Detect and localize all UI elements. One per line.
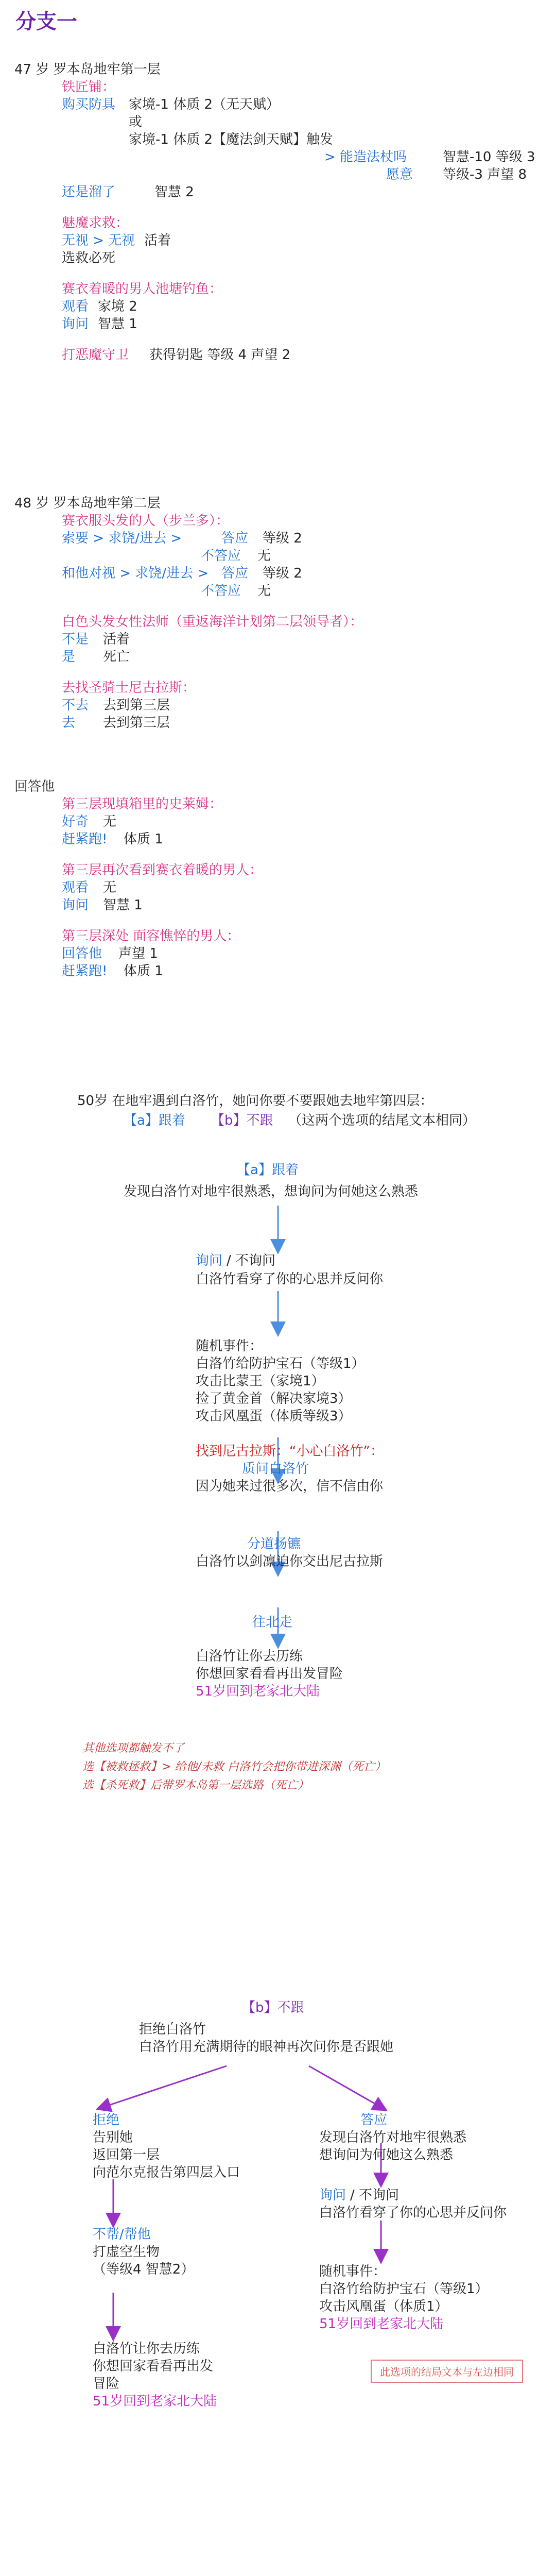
text: 告别她 (93, 2130, 133, 2145)
choice[interactable]: 好奇 (62, 814, 89, 829)
same-ending-stamp: 此选项的结局文本与左边相同 (371, 2360, 523, 2383)
event-heading: 去找圣骑士尼古拉斯： (62, 680, 196, 696)
event-heading: 第三层深处 面容憔悴的男人： (62, 928, 240, 944)
text: 捡了黄金首（解决家境3） (196, 1391, 352, 1406)
text: 打虚空生物 (93, 2244, 160, 2260)
text: 想询问为何她这么熟悉 (319, 2147, 454, 2163)
choice[interactable]: 赶紧跑! (62, 963, 108, 979)
text: 拒绝白洛竹 (139, 2022, 206, 2037)
result: 体质 1 (124, 963, 163, 979)
text: 白洛竹给防护宝石（等级1） (319, 2281, 489, 2297)
result: 死亡 (103, 649, 130, 665)
choice[interactable]: 购买防具 (62, 97, 116, 112)
event-heading: 打恶魔守卫 (62, 347, 129, 363)
text: （等级4 智慧2） (93, 2262, 195, 2277)
choice[interactable]: 观看 (62, 299, 89, 314)
text: 冒险 (93, 2376, 120, 2392)
choice[interactable]: 索要 > 求饶/进去 > (62, 531, 182, 546)
result: 智慧-10 等级 3 (443, 149, 535, 165)
age-48-heading: 48 岁 罗本岛地牢第二层 (14, 496, 161, 511)
result: 家境-1 体质 2（无天赋） (129, 97, 280, 112)
text: 发现白洛竹对地牢很熟悉，想询问为何她这么熟悉 (124, 1184, 419, 1199)
event-heading: 赛衣服头发的人（步兰多）： (62, 513, 230, 529)
event-heading: 赛衣着暖的男人池塘钓鱼： (62, 281, 223, 297)
age-47-heading: 47 岁 罗本岛地牢第一层 (14, 62, 161, 77)
event-heading: 铁匠铺： (62, 79, 116, 95)
text: 选救必死 (62, 250, 116, 266)
handwritten-note: 选【杀死救】后带罗本岛第一层选路（死亡） (82, 1779, 309, 1792)
text: 攻击风凰蛋（体质1） (319, 2299, 448, 2314)
event-heading: 找到尼古拉斯：“小心白洛竹”： (196, 1444, 384, 1459)
option-note: （这两个选项的结尾文本相同） (288, 1113, 476, 1128)
choice[interactable]: 还是溜了 (62, 184, 116, 200)
event-heading: 第三层再次看到赛衣着暖的男人： (62, 862, 263, 878)
text: 你想回家看看再出发 (93, 2359, 214, 2374)
result: 声望 1 (118, 946, 158, 961)
handwritten-note: 选【被救拯救】> 给他/未救 白洛竹会把你带进深渊（死亡） (82, 1760, 386, 1773)
result: 智慧 1 (98, 316, 137, 332)
result: 等级 2 (263, 531, 302, 546)
event-heading: 白色头发女性法师（重返海洋计划第二层领导者）： (62, 614, 363, 630)
text: 发现白洛竹对地牢很熟悉 (319, 2130, 467, 2145)
choice[interactable]: 愿意 (386, 167, 413, 182)
handwritten-note: 其他选项都触发不了 (82, 1742, 185, 1755)
text: 白洛竹看穿了你的心思并反问你 (196, 1272, 384, 1287)
result: 家境-1 体质 2【魔法剑天赋】触发 (129, 132, 333, 147)
event-heading: 魅魔求救： (62, 215, 129, 231)
result: 智慧 2 (154, 184, 194, 200)
choice-no-ask[interactable]: / 不询问 (227, 1253, 276, 1268)
choice[interactable]: 是 (62, 649, 76, 665)
choice-agree[interactable]: 答应 (360, 2112, 388, 2128)
choice[interactable]: 答应 (221, 566, 249, 581)
choice[interactable]: 分道扬镳 (247, 1536, 301, 1552)
choice[interactable]: 询问 (62, 897, 89, 913)
choice[interactable]: 和他对视 > 求饶/进去 > (62, 566, 209, 581)
option-b[interactable]: 【b】不跟 (211, 1113, 273, 1128)
result: 活着 (103, 632, 130, 647)
text: 白洛竹用充满期待的眼神再次问你是否跟她 (139, 2039, 394, 2055)
text: 返回第一层 (93, 2147, 160, 2163)
choice[interactable]: 观看 (62, 880, 89, 895)
outcome: 51岁回到老家北大陆 (319, 2316, 444, 2332)
choice[interactable]: 不去 (62, 698, 89, 713)
result: 去到第三层 (103, 715, 170, 731)
choice[interactable]: 质问白洛竹 (242, 1461, 309, 1477)
choice[interactable]: 不是 (62, 632, 89, 647)
outcome: 51岁回到老家北大陆 (93, 2394, 217, 2409)
choice-no-ask[interactable]: / 不询问 (350, 2188, 399, 2203)
text: 白洛竹让你去历练 (93, 2341, 200, 2357)
result: 家境 2 (98, 299, 137, 314)
choice[interactable]: 回答他 (62, 946, 102, 961)
result: 去到第三层 (103, 698, 170, 713)
outcome: 51岁回到老家北大陆 (196, 1684, 320, 1699)
text: 向范尔克报告第四层入口 (93, 2165, 240, 2180)
text: 你想回家看看再出发冒险 (196, 1666, 343, 1682)
branch-b-title: 【b】不跟 (242, 2000, 304, 2015)
event-heading: 第三层现填箱里的史莱姆： (62, 796, 223, 812)
choice[interactable]: 不答应 (201, 583, 241, 599)
choice[interactable]: 不帮/帮他 (93, 2227, 151, 2242)
text: 攻击比蒙王（家境1） (196, 1374, 325, 1389)
text: 白洛竹给防护宝石（等级1） (196, 1356, 365, 1371)
text: 白洛竹看穿了你的心思并反问你 (319, 2205, 507, 2221)
choice-ask[interactable]: 询问 (319, 2188, 346, 2203)
page-title: 分支一 (15, 10, 77, 33)
result: 无 (103, 814, 117, 829)
branch-a-title: 【a】跟着 (237, 1162, 299, 1178)
text: 白洛竹让你去历练 (196, 1649, 303, 1664)
age-50-heading: 50岁 在地牢遇到白洛竹，她问你要不要跟她去地牢第四层： (77, 1093, 433, 1109)
random-event-label: 随机事件： (319, 2264, 387, 2279)
result: 无 (257, 548, 271, 564)
choice[interactable]: 去 (62, 715, 76, 731)
choice[interactable]: 往北走 (252, 1615, 293, 1630)
random-event-label: 随机事件： (196, 1338, 263, 1354)
result: 智慧 1 (103, 897, 143, 913)
choice-ask[interactable]: 询问 (196, 1253, 223, 1268)
text: 或 (129, 114, 143, 130)
result: 无 (103, 880, 117, 895)
option-a[interactable]: 【a】跟着 (124, 1113, 185, 1128)
result: 等级-3 声望 8 (443, 167, 527, 182)
result: 获得钥匙 等级 4 声望 2 (149, 347, 291, 363)
result: 活着 (144, 233, 171, 248)
choice-refuse[interactable]: 拒绝 (93, 2112, 120, 2128)
choice[interactable]: 无视 > 无视 (62, 233, 135, 248)
text: 因为她来过很多次，信不信由你 (196, 1479, 384, 1494)
text: 攻击风凰蛋（体质等级3） (196, 1409, 352, 1424)
choice[interactable]: > 能造法杖吗 (324, 149, 407, 165)
result: 等级 2 (263, 566, 302, 581)
text: 白洛竹以剑凛迫你交出尼古拉斯 (196, 1554, 384, 1569)
choice[interactable]: 答应 (221, 531, 249, 546)
choice[interactable]: 不答应 (201, 548, 241, 564)
result: 无 (257, 583, 271, 599)
age-49-heading: 回答他 (14, 779, 55, 794)
choice[interactable]: 赶紧跑! (62, 832, 108, 847)
choice[interactable]: 询问 (62, 316, 89, 332)
result: 体质 1 (124, 832, 163, 847)
